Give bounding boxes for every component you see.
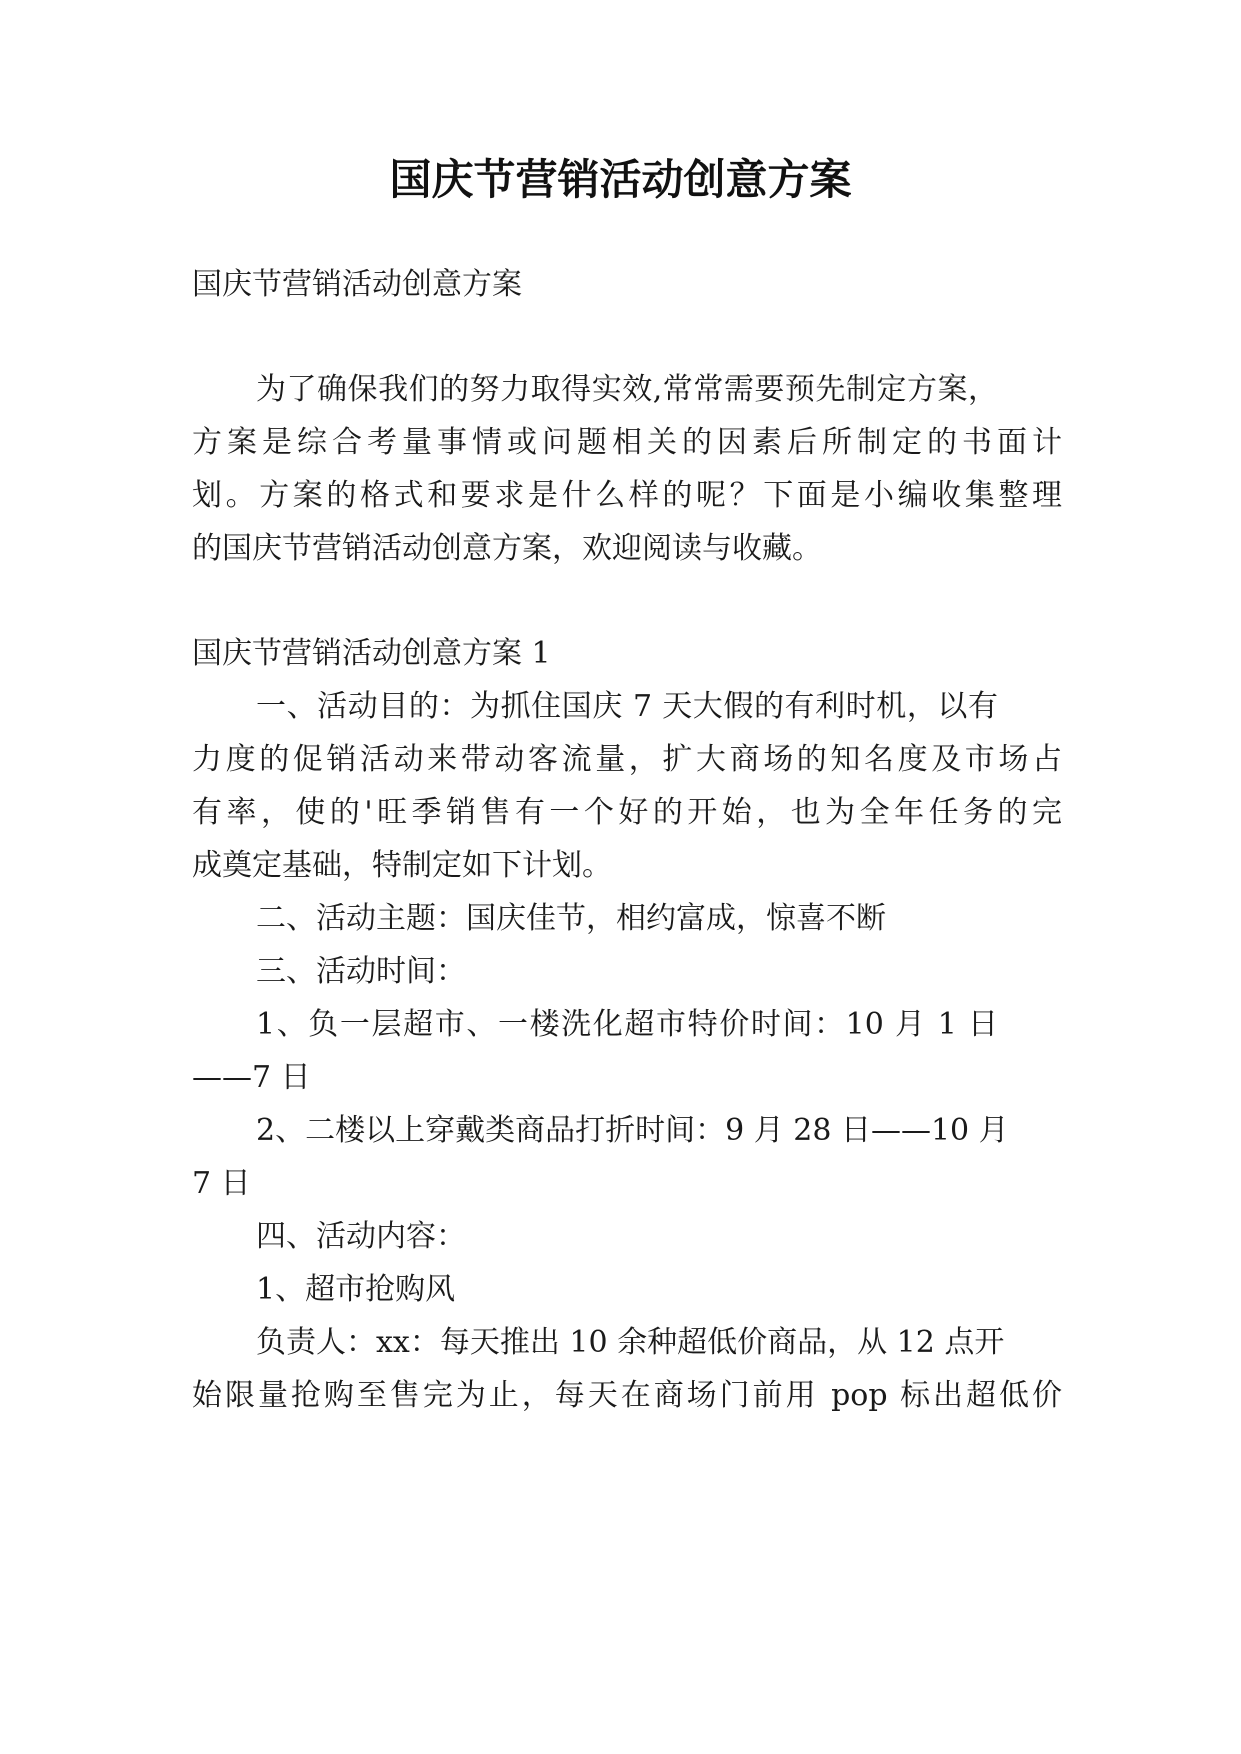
purpose-line-3: 有率，使的'旺季销售有一个好的开始，也为全年任务的完	[192, 795, 1062, 830]
purpose-line-4: 成奠定基础，特制定如下计划。	[192, 848, 612, 883]
content-item-1-line-1: 负责人：xx：每天推出 10 余种超低价商品，从 12 点开	[256, 1325, 1005, 1360]
document-title: 国庆节营销活动创意方案	[389, 155, 852, 204]
content-item-1-line-2: 始限量抢购至售完为止，每天在商场门前用 pop 标出超低价	[192, 1378, 1062, 1413]
intro-line-2: 方案是综合考量事情或问题相关的因素后所制定的书面计	[192, 425, 1062, 460]
purpose-line-2: 力度的促销活动来带动客流量，扩大商场的知名度及市场占	[192, 742, 1062, 777]
document-subtitle: 国庆节营销活动创意方案	[192, 267, 522, 302]
time-item-2-line-1: 2、二楼以上穿戴类商品打折时间：9 月 28 日——10 月	[256, 1113, 1009, 1148]
intro-line-4: 的国庆节营销活动创意方案，欢迎阅读与收藏。	[192, 531, 822, 566]
intro-line-3: 划。方案的格式和要求是什么样的呢？下面是小编收集整理	[192, 478, 1062, 513]
purpose-line-1: 一、活动目的：为抓住国庆 7 天大假的有利时机，以有	[256, 689, 998, 724]
theme-line: 二、活动主题：国庆佳节，相约富成，惊喜不断	[256, 901, 886, 936]
time-item-2-line-2: 7 日	[192, 1166, 251, 1201]
content-heading: 四、活动内容：	[256, 1219, 466, 1254]
time-item-1-line-2: ——7 日	[192, 1060, 311, 1095]
intro-line-1: 为了确保我们的努力取得实效,常常需要预先制定方案，	[256, 372, 998, 407]
section-heading: 国庆节营销活动创意方案 1	[192, 636, 551, 671]
time-heading: 三、活动时间：	[256, 954, 466, 989]
content-item-1: 1、超市抢购风	[256, 1272, 456, 1307]
time-item-1-line-1: 1、负一层超市、一楼洗化超市特价时间：10 月 1 日	[256, 1007, 998, 1042]
